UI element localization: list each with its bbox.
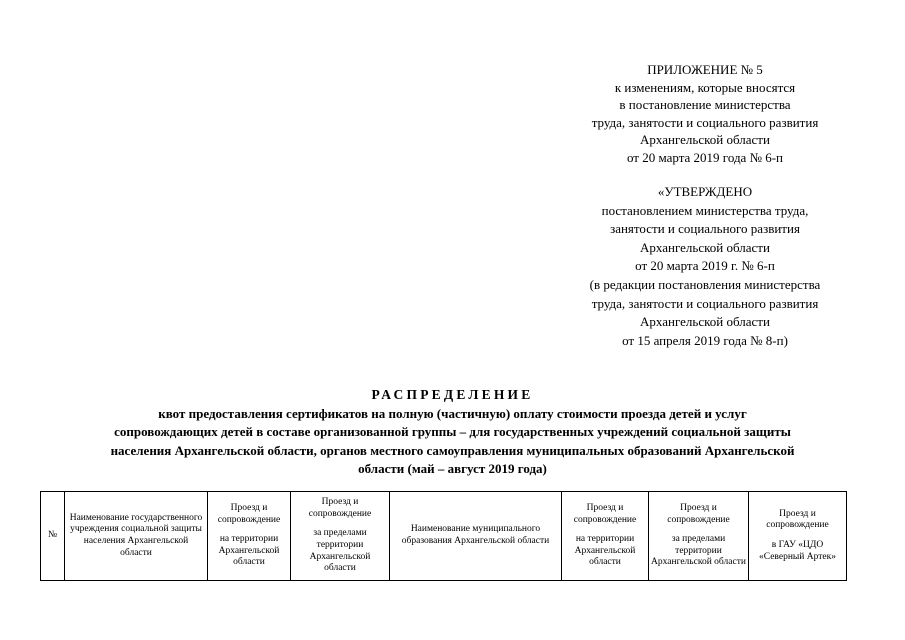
- approval-line: (в редакции постановления министерства: [589, 276, 821, 292]
- header-cell-number: №: [41, 492, 65, 581]
- appendix-block: [540, 61, 870, 167]
- approval-line: Архангельской области: [640, 239, 770, 255]
- appendix-line: к изменениям, которые вносятся: [614, 79, 796, 95]
- header-cell-institution-outside-region: Проезд и сопровождение за пределами территории Архангельской области: [291, 492, 390, 581]
- approval-line: от 20 марта 2019 г. № 6-п: [635, 258, 775, 274]
- header-cell-municipality-outside-region: Проезд и сопровождение за пределами территории Архангельской области: [649, 492, 749, 581]
- document-title: РАСПРЕДЕЛЕНИЕ: [371, 387, 534, 402]
- approval-line: труда, занятости и социального развития: [591, 295, 819, 311]
- appendix-line: в постановление министерства: [619, 97, 791, 113]
- approval-block: [540, 183, 870, 350]
- appendix-line: от 20 марта 2019 года № 6-п: [626, 149, 784, 165]
- approval-line: занятости и социального развития: [610, 221, 800, 237]
- approval-line: постановлением министерства труда,: [601, 202, 809, 218]
- appendix-line: Архангельской области: [640, 132, 770, 148]
- approval-line: «УТВЕРЖДЕНО: [657, 184, 753, 199]
- header-cell-artek: Проезд и сопровождение в ГАУ «ЦДО «Северный Артек»: [749, 492, 847, 581]
- table-header-row: [41, 492, 847, 581]
- appendix-line: труда, занятости и социального развития: [591, 114, 819, 130]
- quota-table: [40, 491, 847, 581]
- document-subtitle: [40, 405, 865, 479]
- subtitle-line: сопровождающих детей в составе организованной группы – для государственных учреждений социальной защиты: [114, 424, 791, 440]
- approval-line: от 15 апреля 2019 года № 8-п): [622, 332, 788, 348]
- header-cell-institution: Наименование государственного учреждения социальной защиты населения Архангельской области: [65, 492, 208, 581]
- approval-line: Архангельской области: [640, 314, 770, 330]
- document-heading: [40, 385, 865, 479]
- subtitle-line: квот предоставления сертификатов на полную (частичную) оплату стоимости проезда детей и услуг: [158, 406, 747, 421]
- subtitle-line: населения Архангельской области, органов местного самоуправления муниципальных образований Архангельской: [110, 442, 795, 458]
- subtitle-line: области (май – август 2019 года): [358, 461, 547, 477]
- header-cell-municipality-within-region: Проезд и сопровождение на территории Архангельской области: [562, 492, 649, 581]
- header-cell-municipality: Наименование муниципального образования Архангельской области: [390, 492, 562, 581]
- header-cell-institution-within-region: Проезд и сопровождение на территории Архангельской области: [208, 492, 291, 581]
- appendix-line: ПРИЛОЖЕНИЕ № 5: [647, 62, 763, 77]
